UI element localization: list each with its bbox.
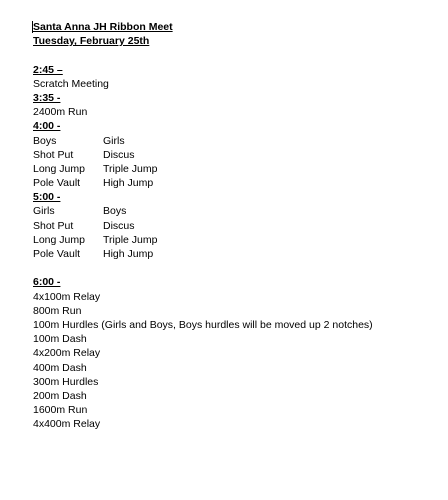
- event-line: 800m Run: [33, 304, 82, 317]
- event-left: Shot Put: [33, 148, 74, 161]
- event-right: Triple Jump: [103, 162, 158, 175]
- event-row: [33, 219, 438, 233]
- event-left: Long Jump: [33, 233, 85, 246]
- event-line: 100m Hurdles (Girls and Boys, Boys hurdles will be moved up 2 notches): [33, 318, 373, 331]
- event-right: High Jump: [103, 177, 154, 190]
- event-right: Discus: [103, 219, 135, 232]
- time-heading-500: 5:00 -: [33, 191, 61, 204]
- meet-date: Tuesday, February 25th: [33, 35, 150, 48]
- event-left: Pole Vault: [33, 248, 81, 260]
- event-line: 200m Dash: [33, 389, 87, 402]
- event-right: Discus: [103, 148, 135, 161]
- event-row: [33, 176, 438, 190]
- event-line: 4x200m Relay: [33, 347, 101, 360]
- event-row: [33, 162, 438, 176]
- document-page: [33, 20, 438, 431]
- event-line: 4x100m Relay: [33, 290, 101, 303]
- event-left: Boys: [33, 134, 57, 147]
- event-row: [33, 233, 438, 247]
- event-row: [33, 148, 438, 162]
- event-left: Girls: [33, 205, 55, 218]
- text-cursor: [32, 21, 33, 33]
- event-line: 2400m Run: [33, 106, 88, 119]
- blank-line: [33, 48, 438, 62]
- event-left: Pole Vault: [33, 177, 81, 190]
- blank-line: [33, 261, 438, 275]
- document-title: Santa Anna JH Ribbon Meet: [33, 21, 173, 33]
- event-left: Shot Put: [33, 219, 74, 232]
- event-left: Long Jump: [33, 162, 85, 175]
- event-line: 100m Dash: [33, 333, 87, 346]
- event-line: Scratch Meeting: [33, 77, 109, 90]
- time-heading-335: 3:35 -: [33, 91, 61, 104]
- event-right: Triple Jump: [103, 233, 158, 246]
- event-right: High Jump: [103, 248, 154, 260]
- event-row: [33, 204, 438, 218]
- time-heading-600: 6:00 -: [33, 276, 61, 289]
- event-right: Boys: [103, 205, 127, 218]
- time-heading-245: 2:45 –: [33, 63, 63, 76]
- event-line: 300m Hurdles: [33, 375, 99, 388]
- event-line: 1600m Run: [33, 404, 88, 417]
- event-row: [33, 247, 438, 261]
- event-right: Girls: [103, 134, 125, 147]
- event-line: 4x400m Relay: [33, 418, 101, 431]
- event-row: [33, 134, 438, 148]
- event-line: 400m Dash: [33, 361, 87, 374]
- time-heading-400: 4:00 -: [33, 120, 61, 133]
